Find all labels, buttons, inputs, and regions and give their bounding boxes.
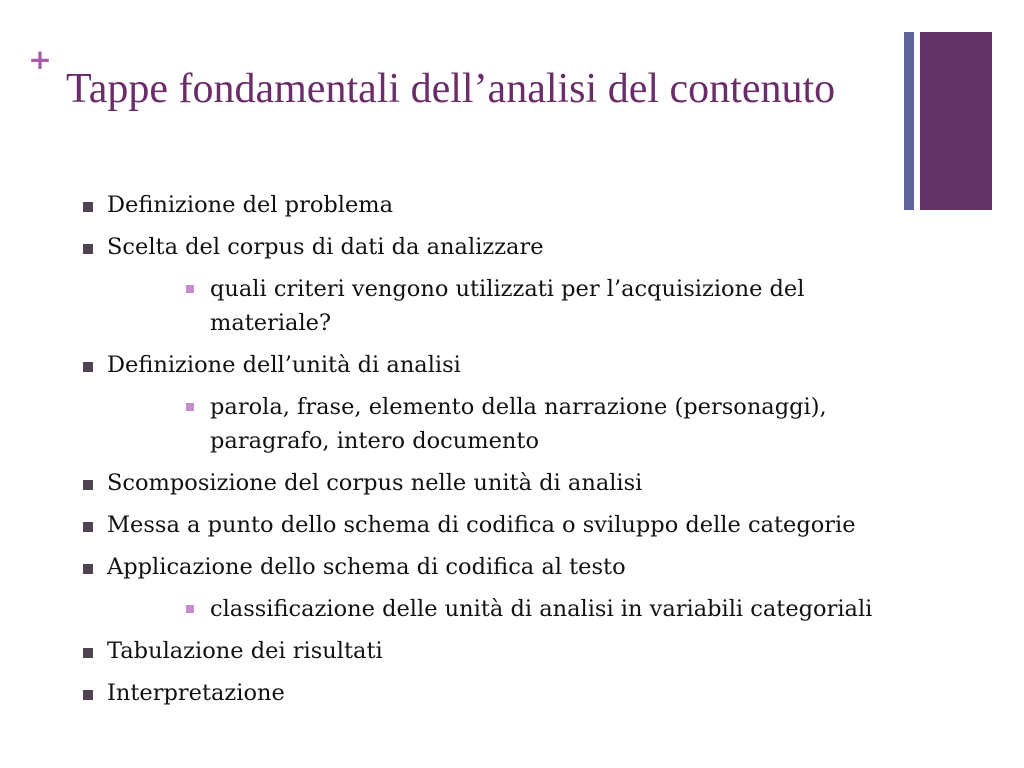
- square-bullet-icon: [83, 648, 93, 658]
- bullet-item: [82, 676, 1012, 710]
- decorative-bar-thin: [904, 32, 914, 210]
- square-bullet-icon: [186, 285, 194, 293]
- bullet-text: quali criteri vengono utilizzati per l’acquisizione del materiale?: [210, 276, 805, 336]
- bullet-text: classificazione delle unità di analisi in variabili categoriali: [210, 596, 873, 622]
- bullet-text: Scelta del corpus di dati da analizzare: [107, 234, 544, 260]
- sub-bullet-item: [82, 592, 890, 626]
- square-bullet-icon: [83, 244, 93, 254]
- square-bullet-icon: [186, 605, 194, 613]
- square-bullet-icon: [83, 522, 93, 532]
- bullet-list: [82, 188, 1012, 718]
- plus-icon: +: [28, 43, 52, 76]
- sub-bullet-item: [82, 272, 890, 340]
- bullet-item: [82, 550, 1012, 584]
- bullet-text: Tabulazione dei risultati: [107, 638, 383, 664]
- bullet-text: Applicazione dello schema di codifica al testo: [107, 554, 626, 580]
- square-bullet-icon: [83, 690, 93, 700]
- bullet-item: [82, 188, 1012, 222]
- bullet-text: Definizione del problema: [107, 192, 394, 218]
- bullet-item: [82, 348, 1012, 382]
- square-bullet-icon: [83, 202, 93, 212]
- bullet-item: [82, 230, 1012, 264]
- square-bullet-icon: [83, 564, 93, 574]
- decorative-bar-thick: [920, 32, 992, 210]
- bullet-item: [82, 508, 1012, 542]
- bullet-text: Scomposizione del corpus nelle unità di analisi: [107, 470, 643, 496]
- slide-title: Tappe fondamentali dell’analisi del contenuto: [66, 66, 836, 112]
- bullet-text: Messa a punto dello schema di codifica o sviluppo delle categorie: [107, 512, 856, 538]
- bullet-item: [82, 466, 1012, 500]
- square-bullet-icon: [186, 403, 194, 411]
- square-bullet-icon: [83, 362, 93, 372]
- sub-bullet-item: [82, 390, 890, 458]
- square-bullet-icon: [83, 480, 93, 490]
- bullet-item: [82, 634, 1012, 668]
- bullet-text: Interpretazione: [107, 680, 285, 706]
- bullet-text: Definizione dell’unità di analisi: [107, 352, 461, 378]
- bullet-text: parola, frase, elemento della narrazione (personaggi), paragrafo, intero documento: [210, 394, 827, 454]
